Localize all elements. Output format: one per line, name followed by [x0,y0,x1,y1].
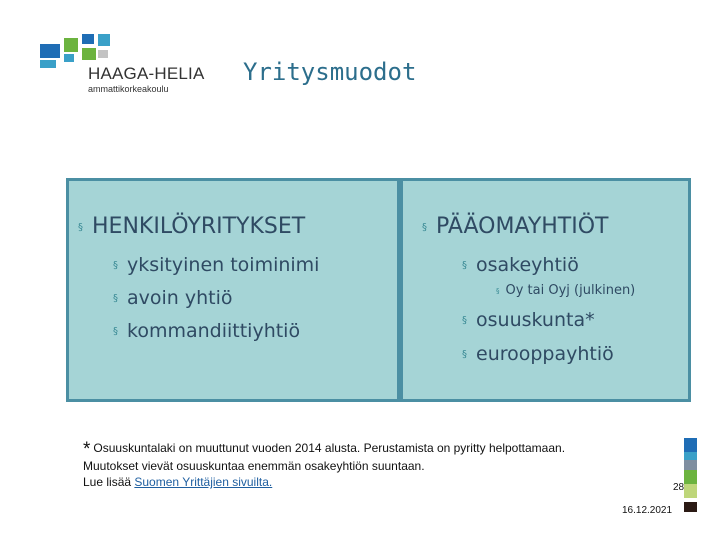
logo-square-4 [98,34,110,46]
left-item-1-text: yksityinen toiminimi [127,254,320,276]
footnote-star: * [83,439,91,460]
bullet-marker: § [496,286,500,295]
left-heading [78,214,305,239]
left-item-2-text: avoin yhtiö [127,287,233,309]
bullet-marker: § [78,221,83,233]
strip-block-6 [684,502,697,512]
right-item-3 [462,343,614,365]
footnote-line-1 [83,440,683,458]
haaga-helia-logo [38,30,208,92]
strip-block-1 [684,438,697,452]
right-item-1-text: osakeyhtiö [476,254,579,276]
left-item-1 [113,254,319,276]
logo-name: HAAGA-HELIA [88,64,205,83]
logo-square-7 [98,50,108,58]
logo-square-8 [40,60,56,68]
strip-block-3 [684,460,697,470]
bullet-marker: § [422,221,427,233]
right-item-3-text: eurooppayhtiö [476,343,614,365]
logo-square-2 [64,38,78,52]
strip-block-2 [684,452,697,460]
bullet-marker: § [462,349,467,360]
logo-square-1 [40,44,60,58]
slide-date: 16.12.2021 [622,505,673,516]
right-item-1 [462,254,579,276]
bullet-marker: § [462,315,467,326]
suomen-yrittajat-link[interactable]: Suomen Yrittäjien sivuilta. [134,475,273,489]
right-heading [422,214,609,239]
logo-square-5 [64,54,74,62]
left-item-3-text: kommandiittiyhtiö [127,320,301,342]
logo-square-3 [82,34,94,44]
slide-title: Yritysmuodot [243,58,417,86]
footnote-line-1-text: Osuuskuntalaki on muuttunut vuoden 2014 alusta. Perustamista on pyritty helpottamaan. [93,441,566,455]
left-item-2 [113,287,233,309]
logo-square-6 [82,48,96,60]
bullet-marker: § [113,326,118,337]
footnote-line-3-prefix: Lue lisää [83,475,135,489]
bullet-marker: § [113,260,118,271]
bullet-marker: § [113,293,118,304]
footnote-line-3 [83,474,683,490]
right-item-2 [462,309,595,331]
footnote [83,440,683,490]
left-heading-text: HENKILÖYRITYKSET [92,214,306,239]
right-item-2-text: osuuskunta* [476,309,595,331]
footnote-line-2: Muutokset vievät osuuskuntaa enemmän osakeyhtiön suuntaan. [83,459,425,473]
bullet-marker: § [462,260,467,271]
strip-block-5 [684,484,697,498]
logo-subtitle: ammattikorkeakoulu [88,84,169,94]
page-number: 28 [673,482,685,493]
left-item-3 [113,320,300,342]
strip-block-4 [684,470,697,484]
right-sub-item-text: Oy tai Oyj (julkinen) [505,283,636,298]
right-heading-text: PÄÄOMAYHTIÖT [436,214,609,239]
right-sub-item [496,283,635,298]
